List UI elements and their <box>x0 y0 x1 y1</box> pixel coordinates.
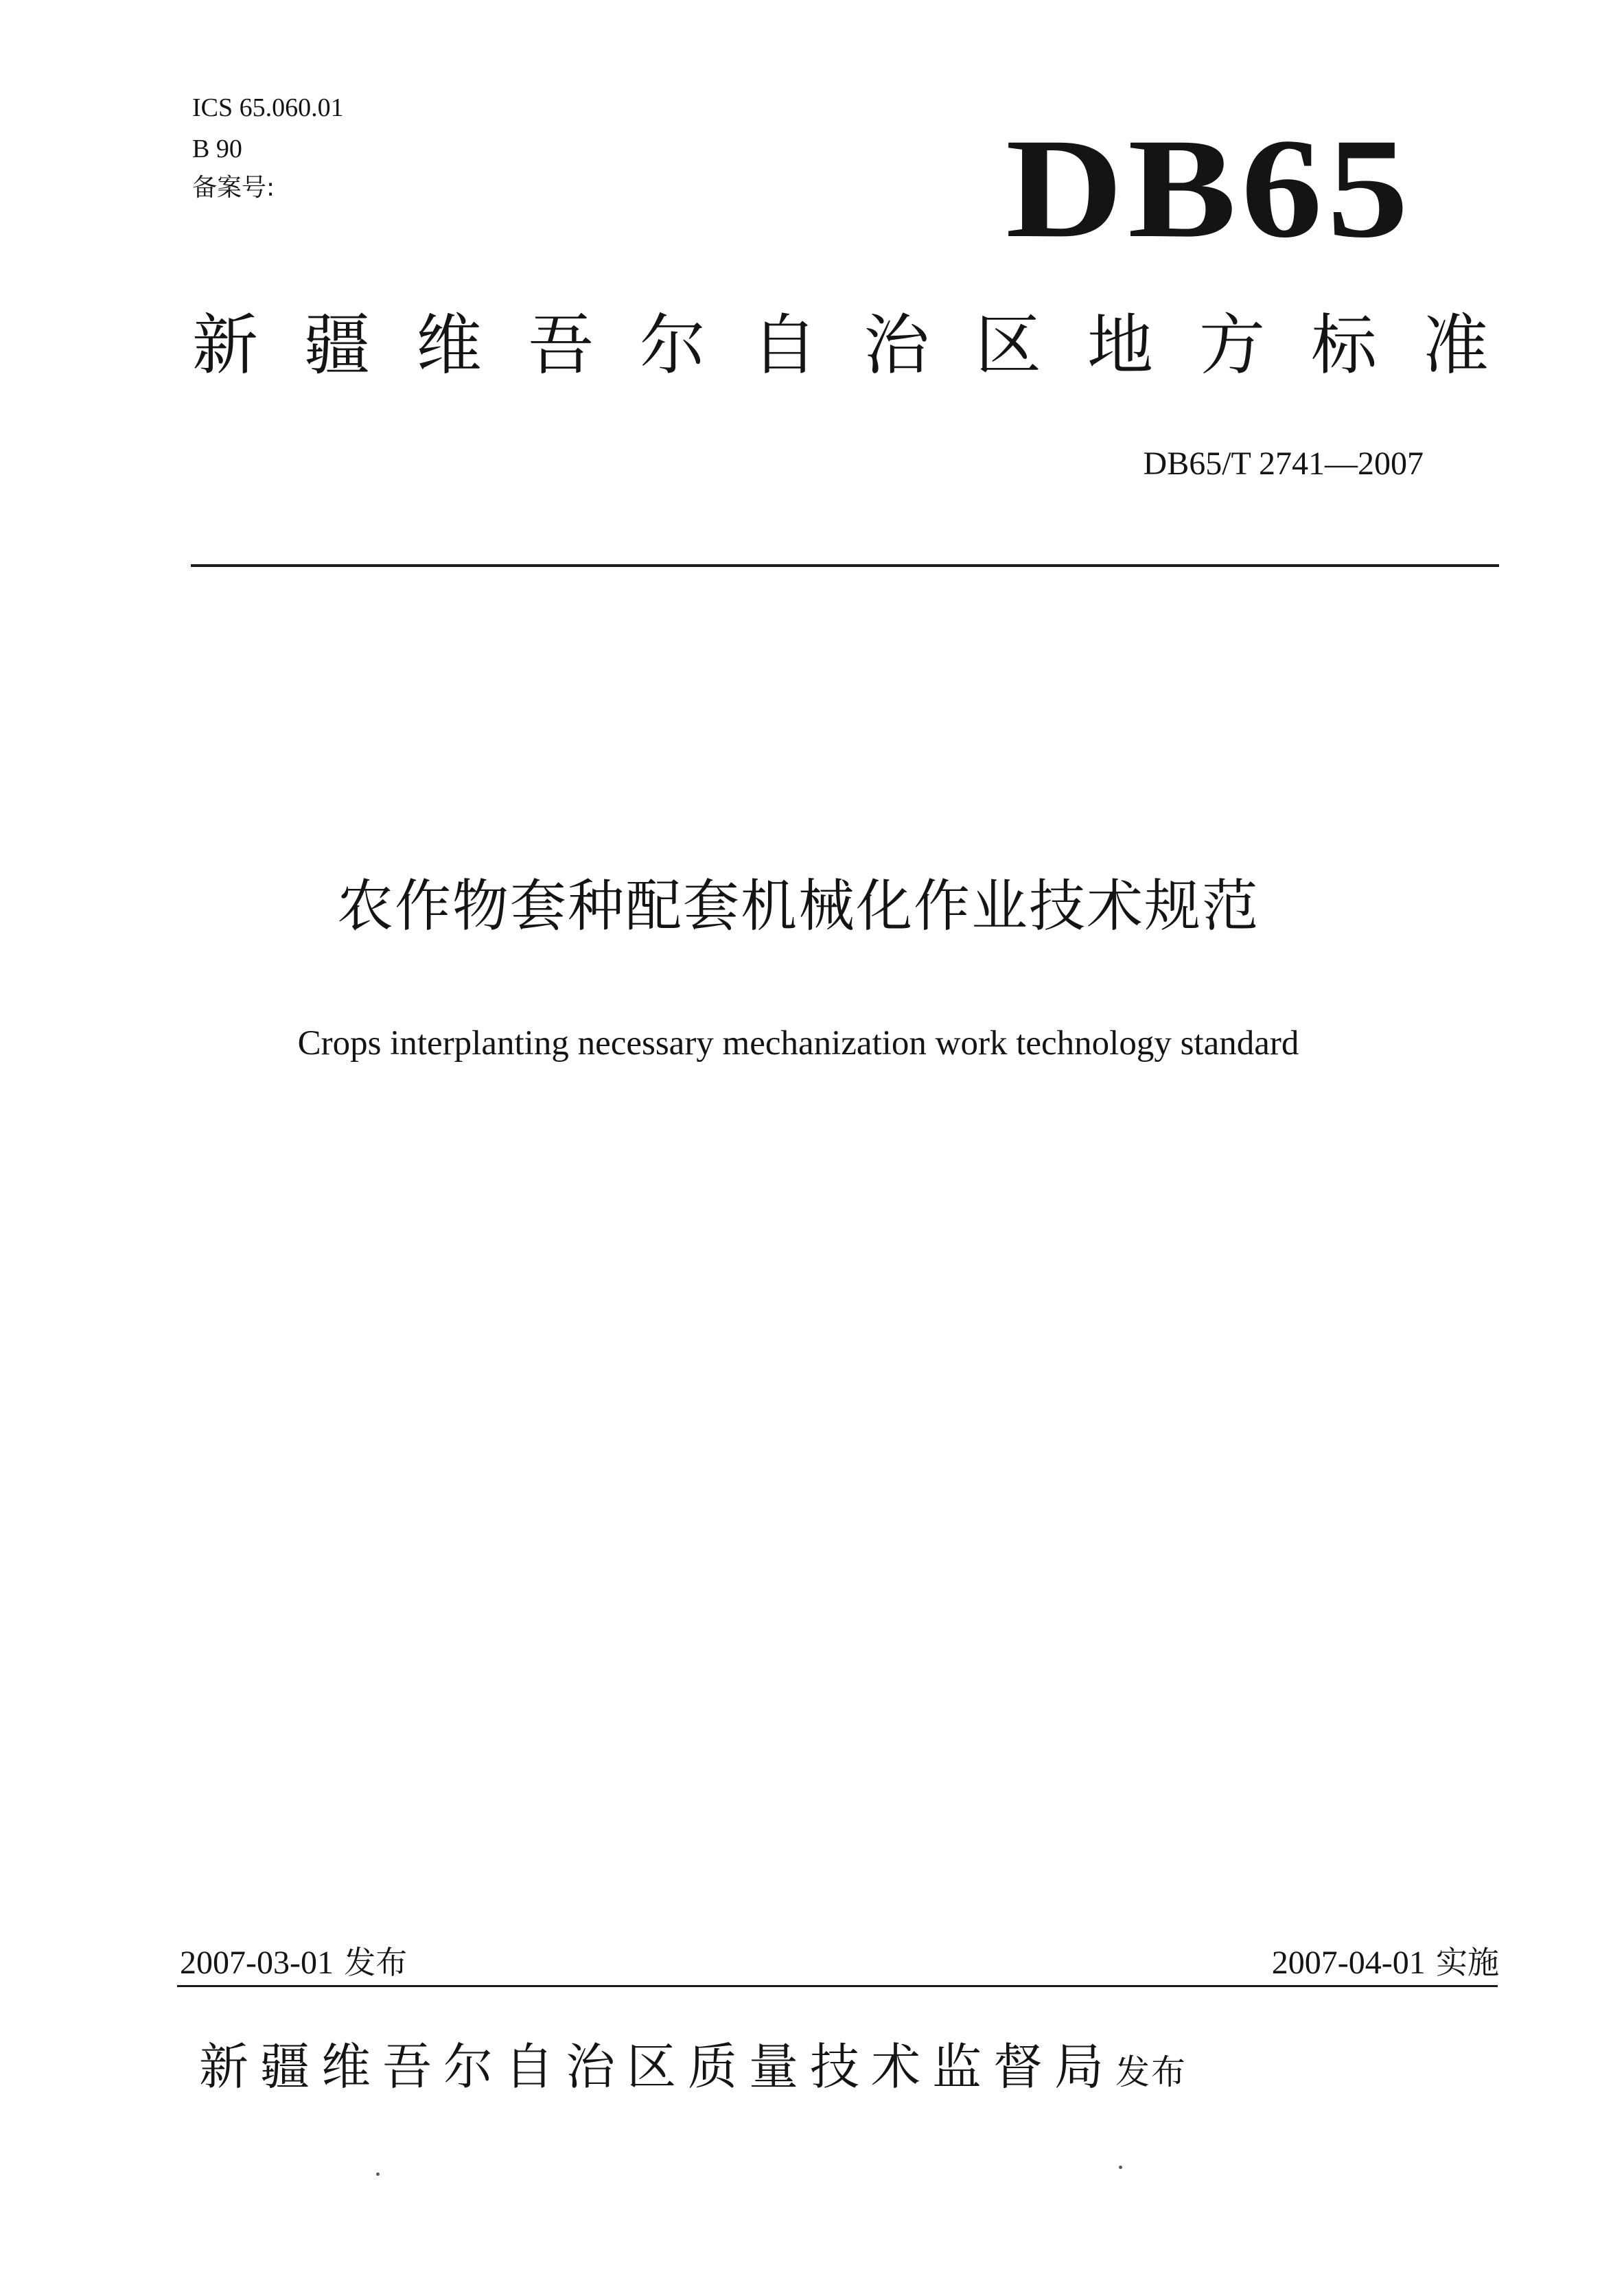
effective-date: 2007-04-01 <box>1271 1945 1426 1981</box>
effective-label: 实施 <box>1436 1944 1499 1981</box>
header-divider <box>191 564 1499 567</box>
standard-category: 新疆维吾尔自治区地方标准 <box>192 307 1535 384</box>
publish-label: 发布 <box>344 1944 408 1981</box>
ics-code: ICS 65.060.01 <box>192 93 344 122</box>
record-number-label: 备案号: <box>192 174 275 202</box>
standard-code-mark: DB65 <box>1006 109 1413 267</box>
issuer-name: 新疆维吾尔自治区质量技术监督局 <box>199 2038 1116 2096</box>
issuing-authority <box>199 2038 1187 2096</box>
publish-date-line <box>180 1946 407 1980</box>
standard-number: DB65/T 2741—2007 <box>1143 445 1424 482</box>
footer-divider <box>177 1985 1498 1987</box>
publish-date: 2007-03-01 <box>180 1945 334 1981</box>
ccs-code: B 90 <box>192 135 242 163</box>
title-chinese: 农作物套种配套机械化作业技术规范 <box>336 874 1260 939</box>
scan-speck <box>1119 2166 1122 2169</box>
effective-date-line <box>1272 1946 1499 1980</box>
issuer-suffix: 发布 <box>1115 2052 1187 2092</box>
scan-speck <box>376 2172 380 2176</box>
title-english: Crops interplanting necessary mechanization work technology standard <box>297 1024 1299 1063</box>
